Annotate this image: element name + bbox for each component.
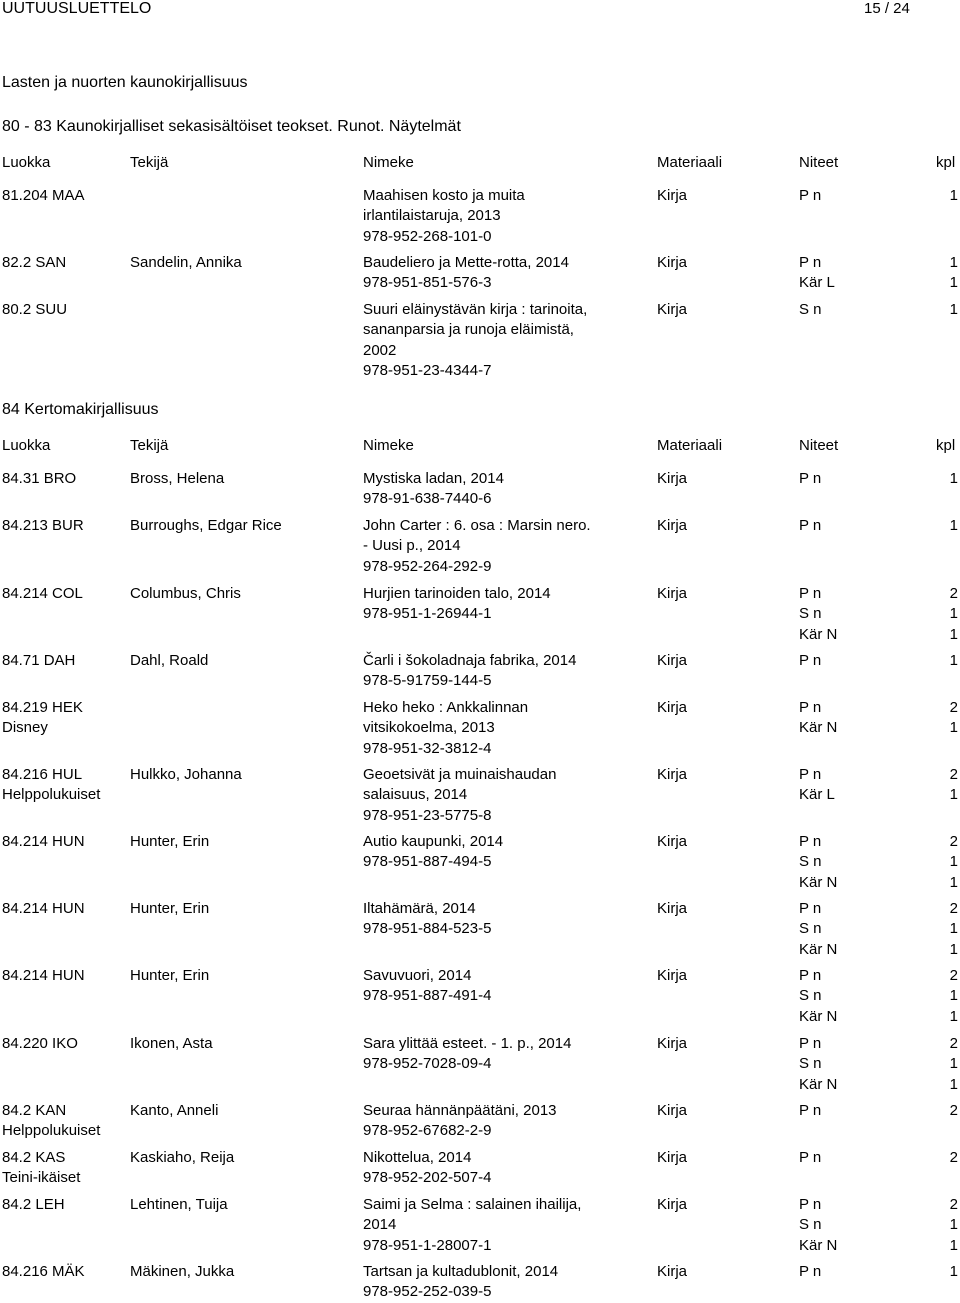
copies-count-line: 2	[949, 585, 958, 602]
classification-line: 81.204 MAA	[2, 187, 85, 204]
copies-location-line: P n	[799, 517, 822, 534]
title-line: 978-952-202-507-4	[363, 1169, 492, 1187]
copies-count-line: 1	[949, 517, 958, 534]
copies-location-line: P n	[799, 652, 822, 669]
title-line: 978-952-7028-09-4	[363, 1055, 492, 1073]
classification	[2, 966, 122, 986]
title	[363, 1101, 653, 1142]
title	[363, 832, 653, 873]
classification-line: 84.213 BUR	[2, 517, 84, 534]
section-title: 84 Kertomakirjallisuus	[2, 401, 159, 418]
copies-count	[948, 765, 958, 806]
copies-count	[948, 584, 958, 645]
title-line: Savuvuori, 2014	[363, 967, 472, 984]
copies-count-line: 2	[949, 900, 958, 917]
classification-line: 84.214 HUN	[2, 833, 85, 850]
title	[363, 966, 653, 1007]
column-header-row	[0, 154, 960, 174]
material: Kirja	[657, 699, 688, 716]
classification	[2, 1262, 122, 1282]
copies-location-line: S n	[799, 1055, 822, 1073]
material: Kirja	[657, 1263, 688, 1280]
title	[363, 899, 653, 940]
author: Lehtinen, Tuija	[130, 1196, 228, 1213]
copies-count	[948, 899, 958, 960]
copies-location-line: S n	[799, 987, 822, 1005]
title-line: 2014	[363, 1216, 397, 1234]
copies-count-line: 1	[949, 987, 958, 1005]
column-header-nimeke: Nimeke	[363, 437, 414, 454]
classification	[2, 469, 122, 489]
material: Kirja	[657, 900, 688, 917]
title-line: 978-952-67682-2-9	[363, 1122, 492, 1140]
copies-count	[948, 186, 958, 206]
classification	[2, 516, 122, 536]
title-line: Maahisen kosto ja muita	[363, 187, 525, 204]
title-line: 978-951-887-494-5	[363, 853, 492, 871]
copies-location-line: P n	[799, 1149, 822, 1166]
classification	[2, 832, 122, 852]
copies-count-line: 1	[949, 853, 958, 871]
title-line: Saimi ja Selma : salainen ihailija,	[363, 1196, 582, 1213]
title	[363, 1034, 653, 1075]
copies-count-line: 1	[949, 786, 958, 804]
title-line: 978-952-268-101-0	[363, 227, 492, 245]
author: Hunter, Erin	[130, 967, 210, 984]
classification-line: Disney	[2, 719, 48, 737]
copies-count-line: 1	[949, 274, 958, 292]
title-line: Tartsan ja kultadublonit, 2014	[363, 1263, 559, 1280]
author: Ikonen, Asta	[130, 1035, 213, 1052]
copies-count-line: 1	[949, 1055, 958, 1073]
title-line: Suuri eläinystävän kirja : tarinoita,	[363, 301, 588, 318]
copies-location	[799, 765, 835, 806]
classification	[2, 765, 122, 806]
material: Kirja	[657, 833, 688, 850]
copies-location-line: P n	[799, 1102, 822, 1119]
copies-location-line: P n	[799, 766, 822, 783]
material: Kirja	[657, 652, 688, 669]
title-line: salaisuus, 2014	[363, 786, 468, 804]
copies-count	[948, 966, 958, 1027]
copies-location-line: Kär N	[799, 940, 838, 958]
title-line: 978-952-264-292-9	[363, 557, 492, 575]
copies-location	[799, 698, 837, 739]
classification-line: 82.2 SAN	[2, 254, 67, 271]
classification	[2, 1195, 122, 1215]
material: Kirja	[657, 470, 688, 487]
material: Kirja	[657, 1196, 688, 1213]
title	[363, 469, 653, 510]
copies-location	[799, 1148, 821, 1168]
copies-count-line: 2	[949, 1196, 958, 1213]
column-header-kpl: kpl	[936, 437, 956, 454]
title-line: Hurjien tarinoiden talo, 2014	[363, 585, 551, 602]
classification-line: 84.31 BRO	[2, 470, 77, 487]
classification-line: 84.216 HUL	[2, 766, 83, 783]
copies-count-line: 2	[949, 1035, 958, 1052]
title	[363, 1195, 653, 1256]
title-line: Sara ylittää esteet. - 1. p., 2014	[363, 1035, 572, 1052]
column-header-row	[0, 437, 960, 457]
copies-location	[799, 1262, 821, 1282]
title-line: John Carter : 6. osa : Marsin nero.	[363, 517, 591, 534]
author: Kanto, Anneli	[130, 1102, 219, 1119]
material: Kirja	[657, 301, 688, 318]
title-line: 978-91-638-7440-6	[363, 490, 492, 508]
classification-line: 84.214 COL	[2, 585, 83, 602]
copies-location-line: P n	[799, 470, 822, 487]
classification-line: 84.220 IKO	[2, 1035, 78, 1052]
title	[363, 584, 653, 625]
copies-location-line: Kär N	[799, 873, 838, 891]
copies-location-line: Kär N	[799, 1007, 838, 1025]
classification-line: 84.71 DAH	[2, 652, 76, 669]
title	[363, 765, 653, 826]
title	[363, 300, 653, 381]
copies-count-line: 1	[949, 719, 958, 737]
copies-count	[948, 469, 958, 489]
material: Kirja	[657, 1102, 688, 1119]
copies-count-line: 2	[949, 699, 958, 716]
author: Hulkko, Johanna	[130, 766, 242, 783]
copies-location-line: P n	[799, 585, 822, 602]
title-line: vitsikokoelma, 2013	[363, 719, 495, 737]
classification-line: 84.219 HEK	[2, 699, 83, 716]
copies-count	[948, 1034, 958, 1095]
classification-line: Teini-ikäiset	[2, 1169, 81, 1187]
classification-line: Helppolukuiset	[2, 786, 101, 804]
copies-count-line: 1	[949, 1216, 958, 1234]
copies-location	[799, 1101, 821, 1121]
title	[363, 651, 653, 692]
copies-location-line: Kär N	[799, 1075, 838, 1093]
title-line: 978-951-23-5775-8	[363, 806, 492, 824]
copies-location-line: Kär N	[799, 719, 838, 737]
classification-line: 84.2 LEH	[2, 1196, 65, 1213]
copies-location-line: P n	[799, 833, 822, 850]
copies-count-line: 1	[949, 301, 958, 318]
copies-location-line: P n	[799, 967, 822, 984]
classification	[2, 584, 122, 604]
title-line: 978-951-1-26944-1	[363, 605, 492, 623]
classification-line: 84.2 KAS	[2, 1149, 66, 1166]
author: Sandelin, Annika	[130, 254, 242, 271]
copies-location	[799, 469, 821, 489]
copies-location	[799, 516, 821, 536]
copies-location-line: S n	[799, 605, 822, 623]
title-line: Heko heko : Ankkalinnan	[363, 699, 529, 716]
copies-count-line: 1	[949, 605, 958, 623]
classification-line: 84.214 HUN	[2, 900, 85, 917]
column-header-niteet: Niteet	[799, 154, 839, 171]
title-line: 978-951-23-4344-7	[363, 361, 492, 379]
copies-count-line: 1	[949, 1236, 958, 1254]
classification	[2, 899, 122, 919]
column-header-luokka: Luokka	[2, 437, 51, 454]
copies-location-line: S n	[799, 1216, 822, 1234]
classification-line: 80.2 SUU	[2, 301, 68, 318]
page-number: 15 / 24	[864, 0, 910, 17]
classification	[2, 698, 122, 739]
title-line: 978-951-1-28007-1	[363, 1236, 492, 1254]
title-line: Iltahämärä, 2014	[363, 900, 476, 917]
copies-count-line: 1	[949, 254, 958, 271]
copies-location	[799, 899, 837, 960]
title	[363, 1148, 653, 1189]
copies-location-line: P n	[799, 900, 822, 917]
title-line: sananparsia ja runoja eläimistä,	[363, 321, 574, 339]
copies-count-line: 2	[949, 967, 958, 984]
copies-count-line: 1	[949, 873, 958, 891]
column-header-luokka: Luokka	[2, 154, 51, 171]
title-line: Nikottelua, 2014	[363, 1149, 472, 1166]
copies-location-line: Kär N	[799, 1236, 838, 1254]
title-line: 978-951-32-3812-4	[363, 739, 492, 757]
title	[363, 253, 653, 294]
title-line: Autio kaupunki, 2014	[363, 833, 504, 850]
title-line: irlantilaistaruja, 2013	[363, 207, 501, 225]
author: Hunter, Erin	[130, 900, 210, 917]
copies-location-line: P n	[799, 1196, 822, 1213]
material: Kirja	[657, 585, 688, 602]
copies-count-line: 2	[949, 1149, 958, 1166]
copies-count-line: 1	[949, 1075, 958, 1093]
copies-count-line: 1	[949, 1007, 958, 1025]
copies-location-line: S n	[799, 301, 822, 318]
copies-location	[799, 651, 821, 671]
copies-location-line: P n	[799, 254, 822, 271]
author: Dahl, Roald	[130, 652, 209, 669]
title	[363, 186, 653, 247]
copies-count-line: 1	[949, 187, 958, 204]
material: Kirja	[657, 766, 688, 783]
copies-count	[948, 1101, 958, 1121]
classification-line: 84.216 MÄK	[2, 1263, 85, 1280]
title-line: 978-951-851-576-3	[363, 274, 492, 292]
copies-location	[799, 1195, 837, 1256]
column-header-materiaali: Materiaali	[657, 437, 723, 454]
column-header-niteet: Niteet	[799, 437, 839, 454]
copies-count	[948, 1262, 958, 1282]
author: Columbus, Chris	[130, 585, 241, 602]
material: Kirja	[657, 517, 688, 534]
category-title: Lasten ja nuorten kaunokirjallisuus	[2, 74, 248, 91]
copies-count-line: 1	[949, 940, 958, 958]
material: Kirja	[657, 1149, 688, 1166]
title-line: Čarli i šokoladnaja fabrika, 2014	[363, 652, 577, 669]
classification	[2, 1034, 122, 1054]
section-title: 80 - 83 Kaunokirjalliset sekasisältöiset teokset. Runot. Näytelmät	[2, 118, 461, 135]
classification	[2, 1101, 122, 1142]
copies-location	[799, 300, 822, 320]
copies-count	[948, 1195, 958, 1256]
copies-count-line: 1	[949, 920, 958, 938]
author: Hunter, Erin	[130, 833, 210, 850]
copies-count	[948, 1148, 958, 1168]
copies-location-line: S n	[799, 920, 822, 938]
title-line: 2002	[363, 341, 397, 359]
title-line: Seuraa hännänpäätäni, 2013	[363, 1102, 557, 1119]
classification	[2, 186, 122, 206]
copies-location-line: P n	[799, 187, 822, 204]
copies-count	[948, 516, 958, 536]
copies-count-line: 1	[949, 625, 958, 643]
copies-location-line: P n	[799, 1035, 822, 1052]
copies-location-line: P n	[799, 699, 822, 716]
title	[363, 698, 653, 759]
column-header-kpl: kpl	[936, 154, 956, 171]
column-header-tekija: Tekijä	[130, 154, 169, 171]
author: Burroughs, Edgar Rice	[130, 517, 282, 534]
title-line: Baudeliero ja Mette-rotta, 2014	[363, 254, 569, 271]
material: Kirja	[657, 1035, 688, 1052]
copies-location	[799, 186, 821, 206]
title-line: 978-5-91759-144-5	[363, 672, 492, 690]
title-line: 978-951-887-491-4	[363, 987, 492, 1005]
classification	[2, 651, 122, 671]
title	[363, 516, 653, 577]
title-line: Mystiska ladan, 2014	[363, 470, 504, 487]
copies-count-line: 1	[949, 470, 958, 487]
classification-line: Helppolukuiset	[2, 1122, 101, 1140]
copies-location	[799, 1034, 837, 1095]
classification	[2, 253, 122, 273]
catalog-title: UUTUUSLUETTELO	[2, 0, 152, 17]
copies-location-line: P n	[799, 1263, 822, 1280]
classification-line: 84.2 KAN	[2, 1102, 67, 1119]
title-line: 978-952-252-039-5	[363, 1283, 492, 1301]
copies-count	[948, 832, 958, 893]
title-line: - Uusi p., 2014	[363, 537, 461, 555]
copies-count-line: 2	[949, 766, 958, 783]
copies-count	[948, 698, 958, 739]
material: Kirja	[657, 254, 688, 271]
copies-location-line: S n	[799, 853, 822, 871]
column-header-tekija: Tekijä	[130, 437, 169, 454]
copies-count-line: 2	[949, 1102, 958, 1119]
copies-location-line: Kär L	[799, 274, 835, 292]
copies-count	[948, 300, 958, 320]
copies-location	[799, 253, 835, 294]
copies-count	[948, 253, 958, 294]
material: Kirja	[657, 187, 688, 204]
column-header-nimeke: Nimeke	[363, 154, 414, 171]
copies-location-line: Kär L	[799, 786, 835, 804]
title	[363, 1262, 653, 1303]
copies-count-line: 2	[949, 833, 958, 850]
copies-count-line: 1	[949, 1263, 958, 1280]
copies-location	[799, 584, 837, 645]
classification	[2, 300, 122, 320]
copies-location-line: Kär N	[799, 625, 838, 643]
title-line: Geoetsivät ja muinaishaudan	[363, 766, 557, 783]
classification	[2, 1148, 122, 1189]
author: Mäkinen, Jukka	[130, 1263, 235, 1280]
author: Kaskiaho, Reija	[130, 1149, 235, 1166]
title-line: 978-951-884-523-5	[363, 920, 492, 938]
author: Bross, Helena	[130, 470, 225, 487]
copies-count	[948, 651, 958, 671]
column-header-materiaali: Materiaali	[657, 154, 723, 171]
material: Kirja	[657, 967, 688, 984]
classification-line: 84.214 HUN	[2, 967, 85, 984]
copies-count-line: 1	[949, 652, 958, 669]
copies-location	[799, 966, 837, 1027]
copies-location	[799, 832, 837, 893]
